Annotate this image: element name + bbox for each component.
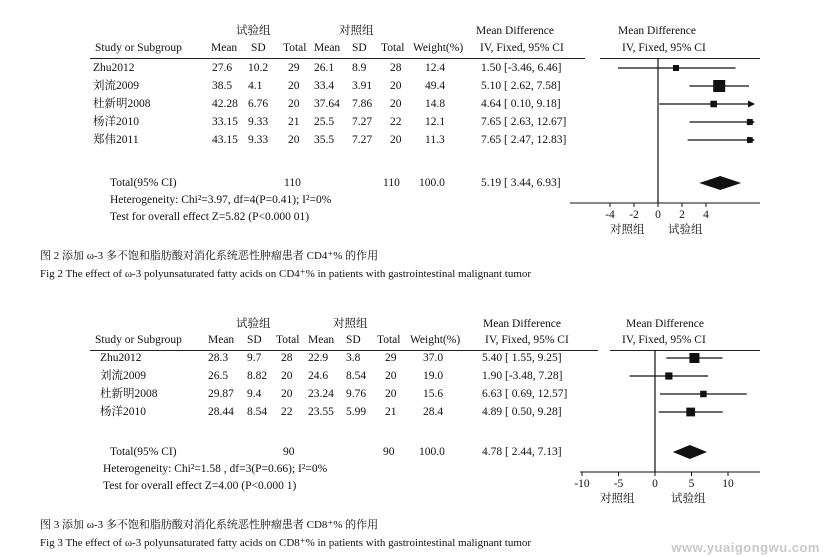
- total-exp: 20: [288, 80, 300, 92]
- col-sd-exp: SD: [251, 42, 266, 54]
- weight: 12.4: [425, 62, 446, 74]
- col-total-ctrl: Total: [381, 42, 405, 54]
- favours-experimental-label: 试验组: [671, 493, 706, 505]
- mean-exp: 42.28: [212, 98, 238, 110]
- col-mean-ctrl: Mean: [314, 42, 341, 54]
- total-ctrl: 21: [385, 406, 397, 418]
- sd-exp: 8.54: [247, 406, 268, 418]
- sd-ctrl: 7.86: [352, 98, 373, 110]
- md-col-title: Mean Difference: [483, 318, 562, 330]
- x-tick-label: -5: [613, 478, 624, 490]
- study-name: 杨洋2010: [93, 116, 139, 128]
- x-tick-label: -2: [629, 209, 639, 221]
- md-col-sub: IV, Fixed, 95% CI: [485, 334, 569, 346]
- weight: 37.0: [423, 352, 444, 364]
- sd-ctrl: 5.99: [346, 406, 367, 418]
- sd-ctrl: 3.8: [346, 352, 361, 364]
- total-exp: 21: [288, 116, 300, 128]
- total-ctrl: 28: [390, 62, 402, 74]
- total-exp: 20: [281, 370, 293, 382]
- mean-exp: 28.3: [208, 352, 229, 364]
- total-exp: 22: [281, 406, 293, 418]
- plot-col-title: Mean Difference: [626, 318, 705, 330]
- heterogeneity-text: Heterogeneity: Chi²=3.97, df=4(P=0.41); I²=0%: [110, 194, 332, 206]
- total-label: Total(95% CI): [110, 177, 177, 189]
- study-point: [689, 353, 699, 363]
- favours-control-label: 对照组: [610, 224, 645, 236]
- weight: 49.4: [425, 80, 446, 92]
- x-tick-label: 4: [703, 209, 709, 221]
- ci-text: 7.65 [ 2.47, 12.83]: [481, 134, 567, 146]
- total-exp: 28: [281, 352, 293, 364]
- sd-ctrl: 8.54: [346, 370, 367, 382]
- study-point: [686, 408, 695, 417]
- total-exp: 20: [281, 388, 293, 400]
- col-total-exp: Total: [283, 42, 307, 54]
- col-total-exp: Total: [276, 334, 300, 346]
- mean-ctrl: 22.9: [308, 352, 329, 364]
- sd-exp: 10.2: [248, 62, 269, 74]
- total-ctrl: 20: [390, 80, 402, 92]
- study-name: Zhu2012: [100, 352, 142, 364]
- group-header-experimental: 试验组: [236, 318, 271, 330]
- x-tick-label: -4: [605, 209, 615, 221]
- weight: 28.4: [423, 406, 444, 418]
- total-ctrl: 20: [385, 370, 397, 382]
- col-study: Study or Subgroup: [95, 334, 182, 346]
- ci-text: 5.40 [ 1.55, 9.25]: [482, 352, 562, 364]
- sd-exp: 9.33: [248, 116, 269, 128]
- mean-ctrl: 24.6: [308, 370, 329, 382]
- group-header-control: 对照组: [333, 318, 368, 330]
- sd-exp: 9.4: [247, 388, 262, 400]
- total-n-exp: 90: [283, 446, 295, 458]
- study-name: 郑伟2011: [93, 134, 139, 146]
- heterogeneity-text: Heterogeneity: Chi²=1.58 , df=3(P=0.66); I²=0%: [103, 463, 328, 475]
- total-n-ctrl: 90: [383, 446, 395, 458]
- mean-ctrl: 25.5: [314, 116, 335, 128]
- total-n-exp: 110: [284, 177, 301, 189]
- group-header-control: 对照组: [339, 25, 374, 37]
- col-mean-exp: Mean: [208, 334, 235, 346]
- sd-exp: 9.7: [247, 352, 262, 364]
- total-weight: 100.0: [419, 177, 445, 189]
- x-tick-label: 0: [655, 209, 661, 221]
- sd-exp: 8.82: [247, 370, 268, 382]
- col-sd-ctrl: SD: [346, 334, 361, 346]
- plot-col-sub: IV, Fixed, 95% CI: [622, 42, 706, 54]
- study-name: Zhu2012: [93, 62, 135, 74]
- x-tick-label: 10: [722, 478, 734, 490]
- study-name: 刘流2009: [93, 80, 139, 92]
- total-weight: 100.0: [419, 446, 445, 458]
- ci-text: 5.10 [ 2.62, 7.58]: [481, 80, 561, 92]
- mean-ctrl: 37.64: [314, 98, 340, 110]
- md-col-title: Mean Difference: [476, 25, 555, 37]
- study-point: [665, 372, 672, 379]
- weight: 11.3: [425, 134, 445, 146]
- x-tick-label: 2: [679, 209, 685, 221]
- total-n-ctrl: 110: [383, 177, 400, 189]
- sd-exp: 6.76: [248, 98, 269, 110]
- mean-exp: 33.15: [212, 116, 238, 128]
- ci-text: 4.89 [ 0.50, 9.28]: [482, 406, 562, 418]
- overall-effect-text: Test for overall effect Z=5.82 (P<0.000 01): [110, 211, 310, 223]
- total-exp: 29: [288, 62, 300, 74]
- col-study: Study or Subgroup: [95, 42, 182, 54]
- study-name: 刘流2009: [100, 370, 146, 382]
- mean-ctrl: 23.55: [308, 406, 334, 418]
- study-name: 杜新明2008: [100, 388, 158, 400]
- study-point: [700, 391, 706, 397]
- weight: 19.0: [423, 370, 444, 382]
- total-label: Total(95% CI): [110, 446, 177, 458]
- x-tick-label: 0: [652, 478, 658, 490]
- ci-text: 1.90 [-3.48, 7.28]: [482, 370, 563, 382]
- favours-experimental-label: 试验组: [668, 224, 703, 236]
- total-ctrl: 20: [390, 98, 402, 110]
- mean-exp: 27.6: [212, 62, 233, 74]
- total-exp: 20: [288, 134, 300, 146]
- sd-ctrl: 3.91: [352, 80, 373, 92]
- sd-ctrl: 7.27: [352, 116, 373, 128]
- caption-cn: 图 3 添加 ω-3 多不饱和脂肪酸对消化系统恶性肿瘤患者 CD8⁺% 的作用: [40, 519, 379, 531]
- caption-en: Fig 2 The effect of ω-3 polyunsaturated fatty acids on CD4⁺% in patients with gastrointestinal malignant tumor: [40, 268, 532, 280]
- col-sd-ctrl: SD: [352, 42, 367, 54]
- mean-exp: 26.5: [208, 370, 229, 382]
- weight: 12.1: [425, 116, 446, 128]
- sd-exp: 4.1: [248, 80, 263, 92]
- group-header-experimental: 试验组: [236, 25, 271, 37]
- sd-ctrl: 8.9: [352, 62, 367, 74]
- total-ctrl: 20: [385, 388, 397, 400]
- study-name: 杜新明2008: [93, 98, 151, 110]
- total-ctrl: 22: [390, 116, 402, 128]
- total-ci: 5.19 [ 3.44, 6.93]: [481, 177, 561, 189]
- x-tick-label: -10: [574, 478, 590, 490]
- ci-text: 1.50 [-3.46, 6.46]: [481, 62, 562, 74]
- x-tick-label: 5: [688, 478, 695, 490]
- col-mean-exp: Mean: [211, 42, 238, 54]
- caption-cn: 图 2 添加 ω-3 多不饱和脂肪酸对消化系统恶性肿瘤患者 CD4⁺% 的作用: [40, 250, 379, 262]
- mean-exp: 43.15: [212, 134, 238, 146]
- mean-ctrl: 26.1: [314, 62, 335, 74]
- sd-ctrl: 9.76: [346, 388, 367, 400]
- col-weight: Weight(%): [413, 42, 464, 54]
- study-name: 杨洋2010: [100, 406, 146, 418]
- mean-exp: 38.5: [212, 80, 233, 92]
- total-ci: 4.78 [ 2.44, 7.13]: [482, 446, 562, 458]
- caption-en: Fig 3 The effect of ω-3 polyunsaturated fatty acids on CD8⁺% in patients with gastrointestinal malignant tumor: [40, 537, 532, 549]
- col-weight: Weight(%): [410, 334, 461, 346]
- weight: 14.8: [425, 98, 446, 110]
- ci-text: 7.65 [ 2.63, 12.67]: [481, 116, 567, 128]
- col-total-ctrl: Total: [377, 334, 401, 346]
- watermark: www.yuaigongwu.com: [671, 540, 820, 555]
- plot-col-title: Mean Difference: [618, 25, 697, 37]
- total-ctrl: 20: [390, 134, 402, 146]
- mean-exp: 29.87: [208, 388, 234, 400]
- col-mean-ctrl: Mean: [308, 334, 335, 346]
- ci-text: 4.64 [ 0.10, 9.18]: [481, 98, 561, 110]
- mean-exp: 28.44: [208, 406, 234, 418]
- mean-ctrl: 23.24: [308, 388, 334, 400]
- md-col-sub: IV, Fixed, 95% CI: [480, 42, 564, 54]
- weight: 15.6: [423, 388, 444, 400]
- total-exp: 20: [288, 98, 300, 110]
- overall-effect-text: Test for overall effect Z=4.00 (P<0.000 1): [103, 480, 297, 492]
- pooled-diamond: [673, 445, 707, 459]
- plot-col-sub: IV, Fixed, 95% CI: [622, 334, 706, 346]
- total-ctrl: 29: [385, 352, 397, 364]
- sd-exp: 9.33: [248, 134, 269, 146]
- ci-text: 6.63 [ 0.69, 12.57]: [482, 388, 568, 400]
- mean-ctrl: 33.4: [314, 80, 335, 92]
- mean-ctrl: 35.5: [314, 134, 335, 146]
- sd-ctrl: 7.27: [352, 134, 373, 146]
- favours-control-label: 对照组: [600, 493, 635, 505]
- col-sd-exp: SD: [247, 334, 262, 346]
